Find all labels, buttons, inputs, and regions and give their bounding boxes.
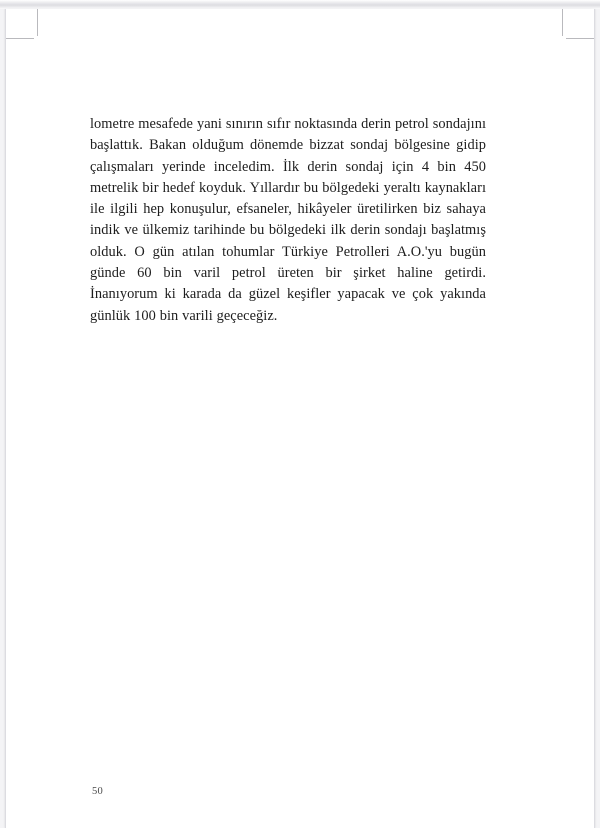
body-text-column	[90, 114, 486, 327]
viewer-top-band	[0, 0, 600, 9]
body-paragraph: lometre mesafede yani sınırın sıfır noktasında derin petrol sondajını başlattık. Bakan olduğum dönemde bizzat sondaj bölgesine gidip çalışmaları yerinde inceledim. İlk derin sondaj için 4 bin 450 metrelik bir hedef koyduk. Yıllardır bu bölgedeki yeraltı kaynakları ile ilgili hep konuşulur, efsaneler, hikâyeler üretilirken biz sahaya indik ve ülkemiz tarihinde bu bölgedeki ilk derin sondajı başlatmış olduk. O gün atılan tohumlar Türkiye Petrolleri A.O.'yu bugün günde 60 bin varil petrol üreten bir şirket haline getirdi. İnanıyorum ki karada da güzel keşifler yapacak ve çok yakında günlük 100 bin varili geçeceğiz.	[90, 116, 486, 324]
crop-mark-top-right-vertical	[562, 9, 563, 36]
page-edge-right	[594, 9, 595, 828]
page-edge-left	[5, 9, 6, 828]
crop-mark-top-left-vertical	[37, 9, 38, 36]
page-number: 50	[92, 786, 104, 797]
crop-mark-top-right-horizontal	[566, 38, 594, 39]
page-sheet	[6, 9, 594, 828]
crop-mark-top-left-horizontal	[6, 38, 34, 39]
